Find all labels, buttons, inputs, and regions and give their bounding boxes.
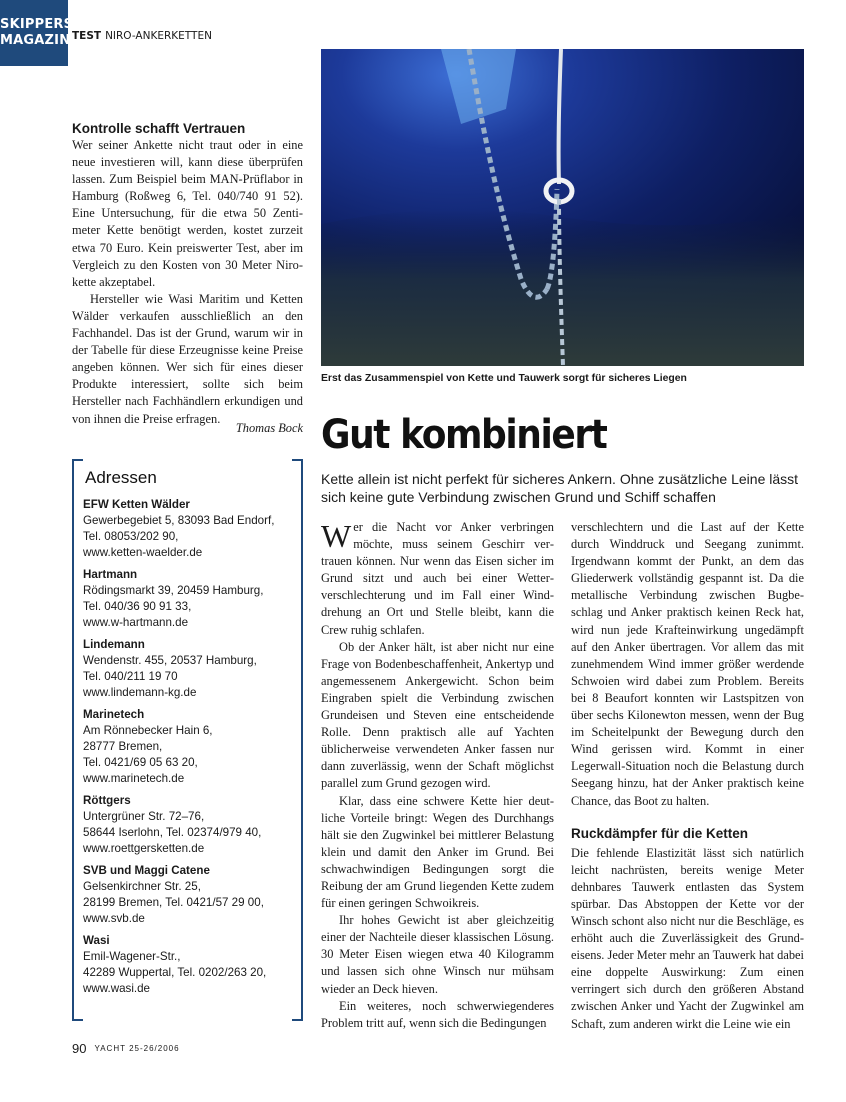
address-line: Tel. 040/211 19 70 <box>83 670 178 683</box>
address-line: Wendenstr. 455, 20537 Hamburg, <box>83 654 257 667</box>
magazine-logo <box>0 0 74 66</box>
address-website: www.marinetech.de <box>83 772 185 785</box>
drop-cap: W <box>321 518 352 554</box>
address-line: Emil-Wagener-Str., <box>83 950 181 963</box>
address-entry <box>83 933 298 997</box>
address-website: www.svb.de <box>83 912 145 925</box>
photo-caption: Erst das Zusammenspiel von Kette und Tauwerk sorgt für sicheres Liegen <box>321 373 687 384</box>
magazine-issue: YACHT 25-26/2006 <box>94 1044 180 1053</box>
logo-line-2: MAGAZIN <box>0 33 71 48</box>
article-paragraph <box>321 519 554 639</box>
address-website: www.roettgersketten.de <box>83 842 205 855</box>
kontrolle-paragraph: Hersteller wie Wasi Maritim und Ketten Wälder verkaufen ausschließlich an den Fachhandel. Das ist der Grund, warum wir in der Tabelle für diese Erzeugnisse keine Preise angeben können. Wer sich für eines dieser Produkte interessiert, sollte sich beim Hersteller nach Fachhändlern erkundigen und von ihnen die Preise erfragen. <box>72 291 303 426</box>
address-name: EFW Ketten Wälder <box>83 498 190 511</box>
address-website: www.wasi.de <box>83 982 151 995</box>
article-column-1 <box>321 519 554 1032</box>
section-tag <box>72 30 212 42</box>
address-website: www.ketten-waelder.de <box>83 546 203 559</box>
author-signature: Thomas Bock <box>235 421 303 435</box>
article-paragraph: Ihr hohes Gewicht ist aber gleichzeitig einer der Nachteile dieser klassischen Lösung. 30 Meter Eisen wiegen etwa 40 Kilogramm und lassen sich ohne Winsch nur mühsam wieder an Deck hieven. <box>321 913 554 996</box>
page-number: 90 <box>72 1041 87 1056</box>
subheading: Ruckdämpfer für die Ketten <box>571 825 749 841</box>
address-line: Untergrüner Str. 72–76, <box>83 810 205 823</box>
kontrolle-body <box>72 137 303 428</box>
address-line: Gelsenkirchner Str. 25, <box>83 880 201 893</box>
bracket-left <box>72 459 83 1021</box>
article-paragraph: Ein weiteres, noch schwerwiegenderes Problem tritt auf, wenn sich die Bedingungen <box>321 998 554 1030</box>
address-list <box>83 497 298 1003</box>
address-name: Wasi <box>83 934 110 947</box>
logo-line-1: SKIPPERS <box>0 17 74 32</box>
address-line: 58644 Iserlohn, Tel. 02374/979 40, <box>83 826 262 839</box>
address-entry <box>83 567 298 631</box>
address-line: 28777 Bremen, <box>83 740 163 753</box>
address-title: Adressen <box>85 468 157 487</box>
address-name: Hartmann <box>83 568 138 581</box>
section-topic: NIRO-ANKERKETTEN <box>105 30 212 42</box>
address-line: 42289 Wuppertal, Tel. 0202/263 20, <box>83 966 267 979</box>
kontrolle-heading: Kontrolle schafft Vertrauen <box>72 121 246 136</box>
address-line: Tel. 08053/202 90, <box>83 530 179 543</box>
address-line: Tel. 040/36 90 91 33, <box>83 600 192 613</box>
address-entry <box>83 637 298 701</box>
section-label: TEST <box>72 30 102 42</box>
underwater-anchor-photo <box>321 49 804 366</box>
address-entry <box>83 863 298 927</box>
article-column-2 <box>571 519 804 1033</box>
article-paragraph: verschlechtern und die Last auf der Kette durch Winddruck und Seegang zunimmt. Irgendwann kommt der Punkt, an dem das Gliederwerk vollständig gespannt ist. Da die metallische Verbindung zwischen Bugbeschlag und Anker praktisch keinen Reck hat, wird nun jede Krafteinwirkung ungedämpft auf den Anker übertragen. Vor allem das mit zunehmendem Wind immer größer werdende Schwoien wird dabei zum Problem. Bereits bei 8 Beaufort konnten wir Lastspitzen von über sechs Kilonewton messen, wenn der Bug im Scheitelpunkt der Bewegung durch den Wind gerissen wird. Kommt in einer Legerwall-Situation noch die Belastung durch Seegang hinzu, hat der Anker praktisch keine Chance, das Boot zu halten. <box>571 520 804 808</box>
article-lead: Kette allein ist nicht perfekt für sicheres Ankern. Ohne zusätzliche Leine lässt sich keine gute Verbindung zwischen Grund und Schiff schaffen <box>321 471 799 505</box>
article-paragraph: Ob der Anker hält, ist aber nicht nur eine Frage von Bodenbeschaffenheit, Ankertyp und angemessenem Ankergewicht. Schon beim Eingraben spielt die Verbindung zwischen Grundeisen und Steven eine entscheidende Rolle. Denn praktisch alle auf Yachten üblicherweise verwendeten Anker fassen nur dann zuverlässig, wenn der Schaft möglichst parallel zum Grund gezogen wird. <box>321 639 554 791</box>
address-line: Am Rönnebecker Hain 6, <box>83 724 213 737</box>
address-website: www.lindemann-kg.de <box>83 686 197 699</box>
first-paragraph-text: er die Nacht vor Anker verbringen möchte, muss seinem Geschirr vertrauen können. Nur wenn das Eisen sicher im Grund sitzt und auch bei einer Wetterverschlechterung und im Fall einer Winddrehung an Ort und Stelle bleibt, kann die Crew ruhig schlafen. <box>321 520 554 637</box>
address-line: Gewerbegebiet 5, 83093 Bad Endorf, <box>83 514 275 527</box>
address-entry <box>83 497 298 561</box>
address-name: SVB und Maggi Catene <box>83 864 210 877</box>
address-name: Marinetech <box>83 708 145 721</box>
article-paragraph: Die fehlende Elastizität lässt sich natürlich leicht nachrüsten, bereits wenige Meter dehnbares Tauwerk entlasten das System spürbar. Das Abstoppen der Kette vor der Winsch schont also nicht nur die Beschläge, es erhöht auch die Zuverlässigkeit des Grundeisens. Jeder Meter mehr an Tauwerk hat dabei eine doppelte Auswirkung: Zum einen verringert sich durch den größeren Abstand zwischen Anker und Yacht der Zugwinkel am Schaft, zum anderen wirkt die Leine wie ein <box>571 845 804 1031</box>
address-entry <box>83 793 298 857</box>
address-name: Röttgers <box>83 794 131 807</box>
page-footer <box>72 1041 180 1056</box>
address-entry <box>83 707 298 787</box>
address-line: Tel. 0421/69 05 63 20, <box>83 756 198 769</box>
address-line: 28199 Bremen, Tel. 0421/57 29 00, <box>83 896 264 909</box>
address-line: Rödingsmarkt 39, 20459 Hamburg, <box>83 584 264 597</box>
article-paragraph: Klar, dass eine schwere Kette hier deutliche Vorteile bringt: Wegen des Durchhangs hält sie den Zugwinkel bei mittlerer Belastung klein und damit den Anker im Grund. Bei schwachwindigen Bedingungen sorgt die Reibung der am Grund liegenden Kette zudem für einen geringen Schwoikreis. <box>321 793 554 911</box>
photo-illustration <box>321 49 804 366</box>
kontrolle-paragraph: Wer seiner Ankette nicht traut oder in eine neue investieren will, kann diese überprüfen lassen. Zum Beispiel beim MAN-Prüflabor in Hamburg (Roßweg 6, Tel. 040/740 91 52). Eine Untersuchung, für die etwa 50 Zentimeter Kette benötigt werden, kostet zurzeit etwa 70 Euro. Kein preiswerter Test, aber im Vergleich zu den Kosten von 30 Meter Nirokette akzeptabel. <box>72 138 303 289</box>
address-website: www.w-hartmann.de <box>83 616 189 629</box>
address-name: Lindemann <box>83 638 145 651</box>
article-headline: Gut kombiniert <box>321 412 607 458</box>
